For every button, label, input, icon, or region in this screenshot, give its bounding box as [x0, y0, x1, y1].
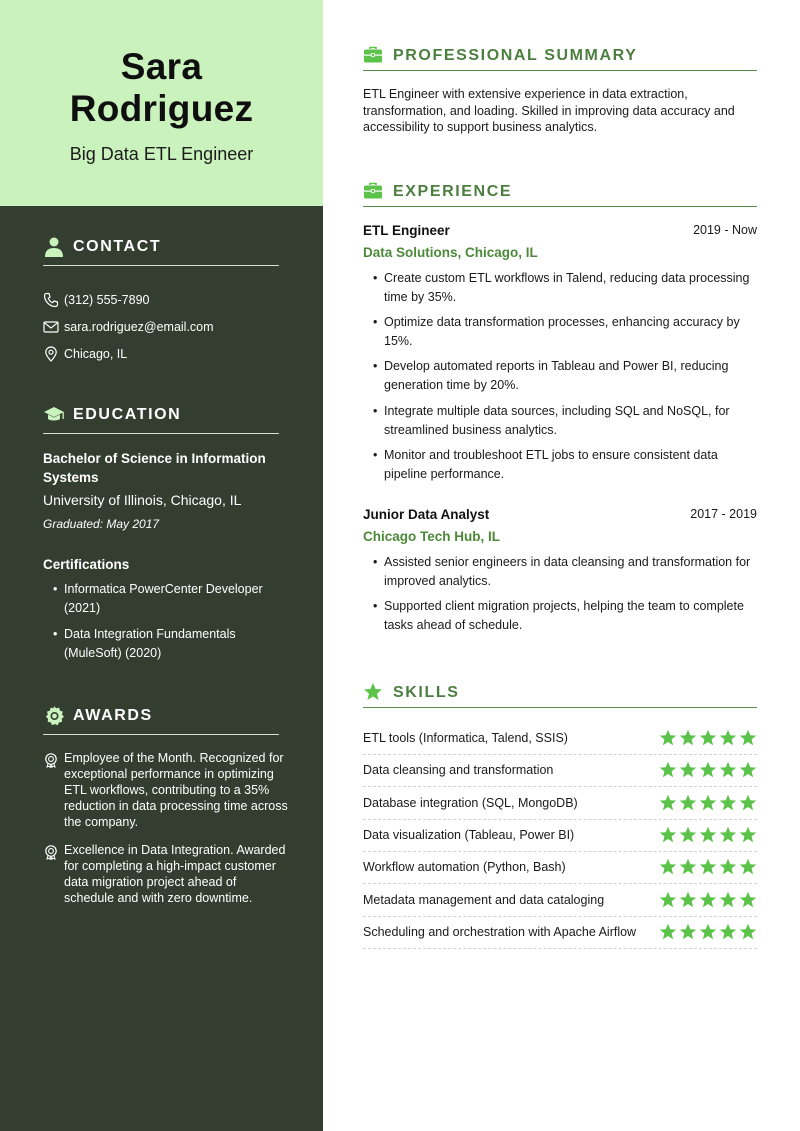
- skill-name: Data visualization (Tableau, Power BI): [363, 827, 575, 842]
- experience-heading: EXPERIENCE: [363, 181, 757, 207]
- award-badge-icon: [43, 705, 65, 727]
- job-bullet: • Develop automated reports in Tableau and Power BI, reducing generation time by 20%.: [373, 357, 757, 395]
- star-icon: [679, 826, 697, 844]
- star-icon: [659, 826, 677, 844]
- certification-item: • Data Integration Fundamentals (MuleSoft) (2020): [53, 625, 268, 662]
- briefcase-icon: [363, 181, 383, 201]
- certification-item: • Informatica PowerCenter Developer (2021): [53, 580, 268, 617]
- star-icon: [679, 891, 697, 909]
- star-icon: [739, 729, 757, 747]
- star-icon: [739, 923, 757, 941]
- star-icon: [719, 858, 737, 876]
- job-bullet: • Integrate multiple data sources, including SQL and NoSQL, for streamlined business analytics.: [373, 402, 757, 440]
- mail-icon: [43, 319, 59, 335]
- job-company-1: Data Solutions, Chicago, IL: [363, 245, 538, 260]
- star-icon: [699, 794, 717, 812]
- graduation-date: Graduated: May 2017: [43, 517, 160, 531]
- location-pin-icon: [43, 346, 59, 362]
- job-title-2: Junior Data Analyst: [363, 507, 490, 522]
- star-icon: [679, 923, 697, 941]
- star-icon: [739, 891, 757, 909]
- award-badge-icon: [43, 844, 59, 860]
- skill-row: [363, 755, 757, 787]
- job-bullet: • Optimize data transformation processes, enhancing accuracy by 15%.: [373, 313, 757, 351]
- skill-name: Metadata management and data cataloging: [363, 892, 605, 907]
- star-icon: [659, 729, 677, 747]
- star-icon: [719, 923, 737, 941]
- name-last: Rodriguez: [69, 88, 254, 129]
- star-icon: [719, 761, 737, 779]
- star-icon: [739, 761, 757, 779]
- skill-row: [363, 917, 757, 949]
- star-icon: [699, 858, 717, 876]
- skill-name: Data cleansing and transformation: [363, 763, 554, 778]
- certifications-heading: Certifications: [43, 557, 130, 572]
- awards-heading: AWARDS: [43, 705, 279, 735]
- star-icon: [659, 891, 677, 909]
- star-icon: [739, 858, 757, 876]
- graduation-cap-icon: [43, 404, 65, 426]
- star-icon: [739, 794, 757, 812]
- star-icon: [659, 923, 677, 941]
- star-icon: [679, 729, 697, 747]
- name-first: Sara: [120, 46, 203, 87]
- job-title-1: ETL Engineer: [363, 223, 450, 238]
- star-icon: [699, 729, 717, 747]
- star-icon: [719, 729, 737, 747]
- skill-row: [363, 788, 757, 820]
- skill-name: ETL tools (Informatica, Talend, SSIS): [363, 731, 568, 745]
- person-icon: [43, 236, 65, 258]
- star-icon: [719, 826, 737, 844]
- job-dates-1: 2019 - Now: [693, 223, 757, 237]
- skill-rating: [659, 761, 757, 779]
- star-icon: [719, 794, 737, 812]
- skill-row: [363, 820, 757, 852]
- education-heading: EDUCATION: [43, 404, 279, 434]
- star-icon: [699, 761, 717, 779]
- star-icon: [739, 826, 757, 844]
- star-icon: [659, 794, 677, 812]
- star-icon: [679, 794, 697, 812]
- star-icon: [363, 682, 383, 702]
- star-icon: [699, 826, 717, 844]
- skill-rating: [659, 891, 757, 909]
- star-icon: [699, 891, 717, 909]
- star-icon: [699, 923, 717, 941]
- job-dates-2: 2017 - 2019: [690, 507, 757, 521]
- skill-name: Database integration (SQL, MongoDB): [363, 795, 578, 810]
- star-icon: [679, 858, 697, 876]
- skill-rating: [659, 826, 757, 844]
- summary-text: ETL Engineer with extensive experience in data extraction, transformation, and loading. Skilled in improving data accuracy and accessibility to support business analytics.: [363, 87, 735, 134]
- degree: Bachelor of Science in Information Systems: [43, 451, 266, 485]
- award-item: Employee of the Month. Recognized for exceptional performance in optimizing ETL workflows, contributing to a 35% reduction in data processing time across the company.: [43, 750, 288, 830]
- skill-rating: [659, 729, 757, 747]
- skill-rating: [659, 858, 757, 876]
- skill-row: [363, 885, 757, 917]
- star-icon: [659, 858, 677, 876]
- contact-heading: CONTACT: [43, 236, 279, 266]
- school: University of Illinois, Chicago, IL: [43, 492, 242, 508]
- skill-name: Scheduling and orchestration with Apache Airflow: [363, 924, 637, 939]
- skill-rating: [659, 923, 757, 941]
- star-icon: [679, 761, 697, 779]
- skill-row: [363, 723, 757, 755]
- skills-heading: SKILLS: [363, 682, 757, 708]
- job-bullet: • Assisted senior engineers in data cleansing and transformation for improved analytics.: [373, 553, 757, 591]
- star-icon: [659, 761, 677, 779]
- job-title: Big Data ETL Engineer: [69, 144, 254, 164]
- job-bullet: • Create custom ETL workflows in Talend, reducing data processing time by 35%.: [373, 269, 757, 307]
- skill-name: Workflow automation (Python, Bash): [363, 860, 566, 875]
- briefcase-icon: [363, 45, 383, 65]
- star-icon: [719, 891, 737, 909]
- job-bullet: • Supported client migration projects, helping the team to complete tasks ahead of schedule.: [373, 597, 757, 635]
- award-item: Excellence in Data Integration. Awarded for completing a high-impact customer data migration project ahead of schedule and with zero downtime.: [43, 842, 288, 906]
- name-block: [0, 0, 323, 206]
- award-badge-icon: [43, 752, 59, 768]
- job-company-2: Chicago Tech Hub, IL: [363, 529, 501, 544]
- skill-row: [363, 852, 757, 884]
- summary-heading: PROFESSIONAL SUMMARY: [363, 45, 757, 71]
- phone-icon: [43, 292, 59, 308]
- job-bullet: • Monitor and troubleshoot ETL jobs to ensure consistent data pipeline performance.: [373, 446, 757, 484]
- skill-rating: [659, 794, 757, 812]
